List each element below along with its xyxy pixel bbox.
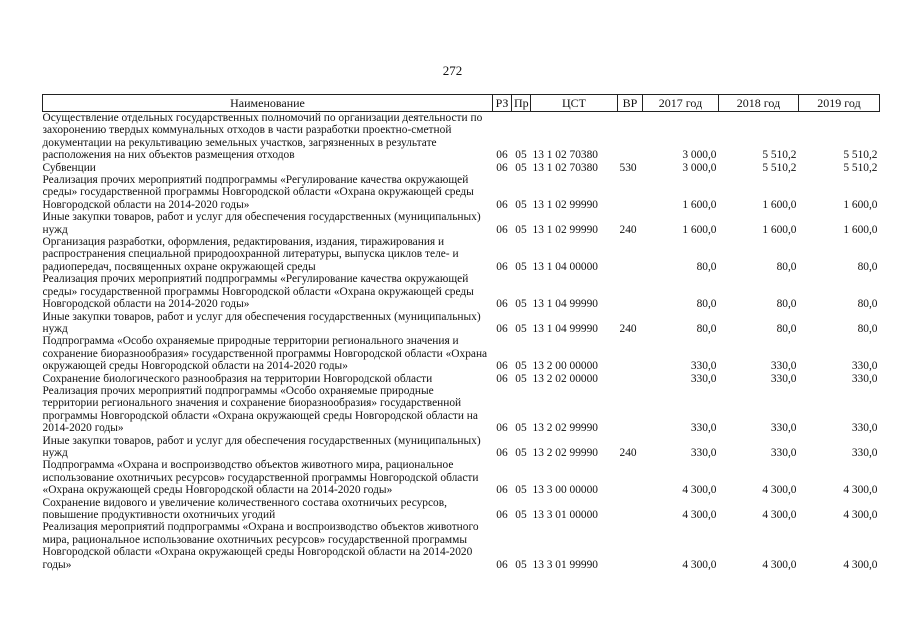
row-value-2019: 4 300,0: [843, 484, 878, 497]
row-pr: 05: [515, 484, 527, 497]
row-vr: 530: [619, 161, 637, 174]
row-value-2018: 4 300,0: [762, 558, 797, 571]
row-value-2019: 4 300,0: [843, 558, 878, 571]
row-value-2019: 5 510,2: [843, 149, 878, 162]
budget-table: [42, 94, 880, 571]
row-cst: 13 2 00 00000: [532, 360, 598, 373]
row-cst: 13 2 02 99990: [532, 446, 598, 459]
row-rz: 06: [496, 372, 508, 385]
row-value-2019: 330,0: [851, 446, 878, 459]
row-value-2017: 80,0: [696, 322, 717, 335]
row-rz: 06: [496, 484, 508, 497]
row-value-2019: 330,0: [851, 422, 878, 435]
row-value-2018: 5 510,2: [762, 149, 797, 162]
row-value-2018: 330,0: [770, 446, 797, 459]
row-name: Иные закупки товаров, работ и услуг для обеспечения государственных (муниципальных) нужд: [42, 211, 481, 236]
row-rz: 06: [496, 558, 508, 571]
table-row: [43, 174, 880, 211]
table-row: [43, 112, 880, 162]
row-rz: 06: [496, 322, 508, 335]
row-value-2017: 3 000,0: [682, 149, 717, 162]
row-pr: 05: [515, 446, 527, 459]
row-value-2017: 4 300,0: [682, 484, 717, 497]
row-pr: 05: [515, 149, 527, 162]
row-name: Иные закупки товаров, работ и услуг для обеспечения государственных (муниципальных) нужд: [42, 434, 481, 459]
row-cst: 13 1 04 99990: [532, 322, 598, 335]
row-vr: [618, 373, 643, 385]
row-value-2019: 4 300,0: [843, 509, 878, 521]
row-value-2018: 80,0: [776, 322, 797, 335]
row-value-2017: 1 600,0: [682, 223, 717, 236]
row-vr: 240: [619, 446, 637, 459]
row-pr: 05: [515, 198, 527, 211]
table-row: [43, 521, 880, 571]
table-row: [43, 162, 880, 174]
header-2019: 2019 год: [799, 95, 880, 112]
row-name: Осуществление отдельных государственных полномочий по организации деятельности по захоронению твердых коммунальных отходов в части разработки проектно-сметной документации на рекультивацию земельных участков, загрязненных в результате расположения на них объектов размещения отходов: [42, 112, 483, 162]
row-value-2019: 1 600,0: [843, 223, 878, 236]
row-name: Иные закупки товаров, работ и услуг для обеспечения государственных (муниципальных) нужд: [42, 310, 481, 335]
table-body: [43, 112, 880, 572]
row-value-2019: 80,0: [857, 298, 878, 311]
row-value-2018: 80,0: [776, 260, 797, 273]
row-vr: [618, 335, 643, 372]
row-value-2018: 4 300,0: [762, 484, 797, 497]
row-vr: [618, 521, 643, 571]
row-value-2019: 80,0: [857, 322, 878, 335]
row-cst: 13 1 04 00000: [532, 260, 598, 273]
row-name: Сохранение видового и увеличение количественного состава охотничьих ресурсов, повышение продуктивности охотничьих угодий: [42, 496, 447, 521]
row-vr: 240: [619, 223, 637, 236]
row-rz: 06: [496, 161, 508, 174]
header-name: Наименование: [43, 95, 493, 112]
table-row: [43, 211, 880, 236]
row-rz: 06: [496, 360, 508, 373]
row-value-2019: 5 510,2: [843, 161, 878, 174]
row-name: Реализация мероприятий подпрограммы «Охрана и воспроизводство объектов животного мира, рациональное использование охотничьих ресурсов» государственной программы Новгородской области «Охрана окружающей среды Новгородской области на 2014-2020 годы»: [42, 521, 479, 571]
row-name: Сохранение биологического разнообразия на территории Новгородской области: [42, 372, 433, 385]
row-vr: [618, 497, 643, 522]
row-vr: [618, 459, 643, 496]
row-value-2018: 4 300,0: [762, 509, 797, 521]
table-row: [43, 373, 880, 385]
row-value-2019: 330,0: [851, 372, 878, 385]
row-cst: 13 3 00 00000: [532, 484, 598, 497]
row-cst: 13 1 02 70380: [532, 161, 598, 174]
row-pr: 05: [515, 360, 527, 373]
row-cst: 13 3 01 00000: [532, 509, 598, 521]
header-pr: Пр: [512, 95, 531, 112]
table-row: [43, 311, 880, 336]
row-value-2017: 80,0: [696, 260, 717, 273]
row-value-2018: 1 600,0: [762, 223, 797, 236]
row-cst: 13 1 02 70380: [532, 149, 598, 162]
row-name: Подпрограмма «Особо охраняемые природные территории регионального значения и сохранение биоразнообразия» государственной программы Новгородской области «Охрана окружающей среды Новгородской области на 2014-2020 годы»: [42, 335, 488, 373]
row-pr: 05: [515, 372, 527, 385]
row-value-2018: 330,0: [770, 422, 797, 435]
row-pr: 05: [515, 260, 527, 273]
row-value-2018: 330,0: [770, 372, 797, 385]
row-vr: 240: [619, 322, 637, 335]
row-cst: 13 3 01 99990: [532, 558, 598, 571]
row-value-2018: 80,0: [776, 298, 797, 311]
row-value-2017: 330,0: [690, 422, 717, 435]
row-pr: 05: [515, 298, 527, 311]
row-vr: [618, 112, 643, 162]
row-value-2019: 330,0: [851, 360, 878, 373]
row-cst: 13 1 02 99990: [532, 198, 598, 211]
row-name: Реализация прочих мероприятий подпрограммы «Регулирование качества окружающей среды» государственной программы Новгородской области «Охрана окружающей среды Новгородской области на 2014-2020 годы»: [42, 273, 474, 311]
row-pr: 05: [515, 223, 527, 236]
page-number: 272: [442, 63, 463, 78]
row-name: Организация разработки, оформления, редактирования, издания, тиражирования и распространения специальной природоохранной литературы, выпуска циклов теле- и радиопередач, посвященных охране окружающей среды: [42, 236, 459, 273]
header-2018: 2018 год: [719, 95, 799, 112]
row-rz: 06: [496, 198, 508, 211]
row-pr: 05: [515, 509, 527, 521]
row-value-2018: 5 510,2: [762, 161, 797, 174]
table-row: [43, 335, 880, 372]
row-value-2018: 330,0: [770, 360, 797, 373]
table-header: [43, 95, 880, 112]
table-row: [43, 435, 880, 460]
row-pr: 05: [515, 322, 527, 335]
row-pr: 05: [515, 558, 527, 571]
row-vr: [618, 174, 643, 211]
row-rz: 06: [496, 422, 508, 435]
row-value-2018: 1 600,0: [762, 198, 797, 211]
table-row: [43, 273, 880, 310]
row-rz: 06: [496, 223, 508, 236]
row-name: Реализация прочих мероприятий подпрограммы «Регулирование качества окружающей среды» государственной программы Новгородской области «Охрана окружающей среды Новгородской области на 2014-2020 годы»: [42, 174, 474, 211]
row-vr: [618, 236, 643, 273]
row-cst: 13 2 02 00000: [532, 372, 598, 385]
row-value-2017: 3 000,0: [682, 161, 717, 174]
row-value-2019: 1 600,0: [843, 198, 878, 211]
row-value-2017: 80,0: [696, 298, 717, 311]
row-name: Субвенции: [42, 161, 96, 174]
row-pr: 05: [515, 422, 527, 435]
row-rz: 06: [496, 509, 508, 521]
row-rz: 06: [496, 446, 508, 459]
row-value-2017: 330,0: [690, 372, 717, 385]
table-row: [43, 459, 880, 496]
row-rz: 06: [496, 260, 508, 273]
row-vr: [618, 273, 643, 310]
table-row: [43, 236, 880, 273]
row-value-2017: 330,0: [690, 360, 717, 373]
row-cst: 13 1 04 99990: [532, 298, 598, 311]
row-name: Реализация прочих мероприятий подпрограммы «Особо охраняемые природные территории регионального значения и сохранение биоразнообразия» государственной программы Новгородской области «Охрана окружающей среды Новгородской области на 2014-2020 годы»: [42, 384, 478, 435]
row-cst: 13 1 02 99990: [532, 223, 598, 236]
header-vr: ВР: [618, 95, 643, 112]
header-2017: 2017 год: [643, 95, 719, 112]
row-value-2019: 80,0: [857, 260, 878, 273]
row-rz: 06: [496, 149, 508, 162]
table-row: [43, 497, 880, 522]
row-value-2017: 1 600,0: [682, 198, 717, 211]
row-value-2017: 330,0: [690, 446, 717, 459]
row-value-2017: 4 300,0: [682, 509, 717, 521]
row-rz: 06: [496, 298, 508, 311]
row-value-2017: 4 300,0: [682, 558, 717, 571]
header-rz: РЗ: [493, 95, 512, 112]
row-vr: [618, 385, 643, 435]
row-pr: 05: [515, 161, 527, 174]
row-name: Подпрограмма «Охрана и воспроизводство объектов животного мира, рациональное использование охотничьих ресурсов» государственной программы Новгородской области «Охрана окружающей среды Новгородской области на 2014-2020 годы»: [42, 459, 479, 497]
table-row: [43, 385, 880, 435]
row-cst: 13 2 02 99990: [532, 422, 598, 435]
header-cst: ЦСТ: [531, 95, 618, 112]
